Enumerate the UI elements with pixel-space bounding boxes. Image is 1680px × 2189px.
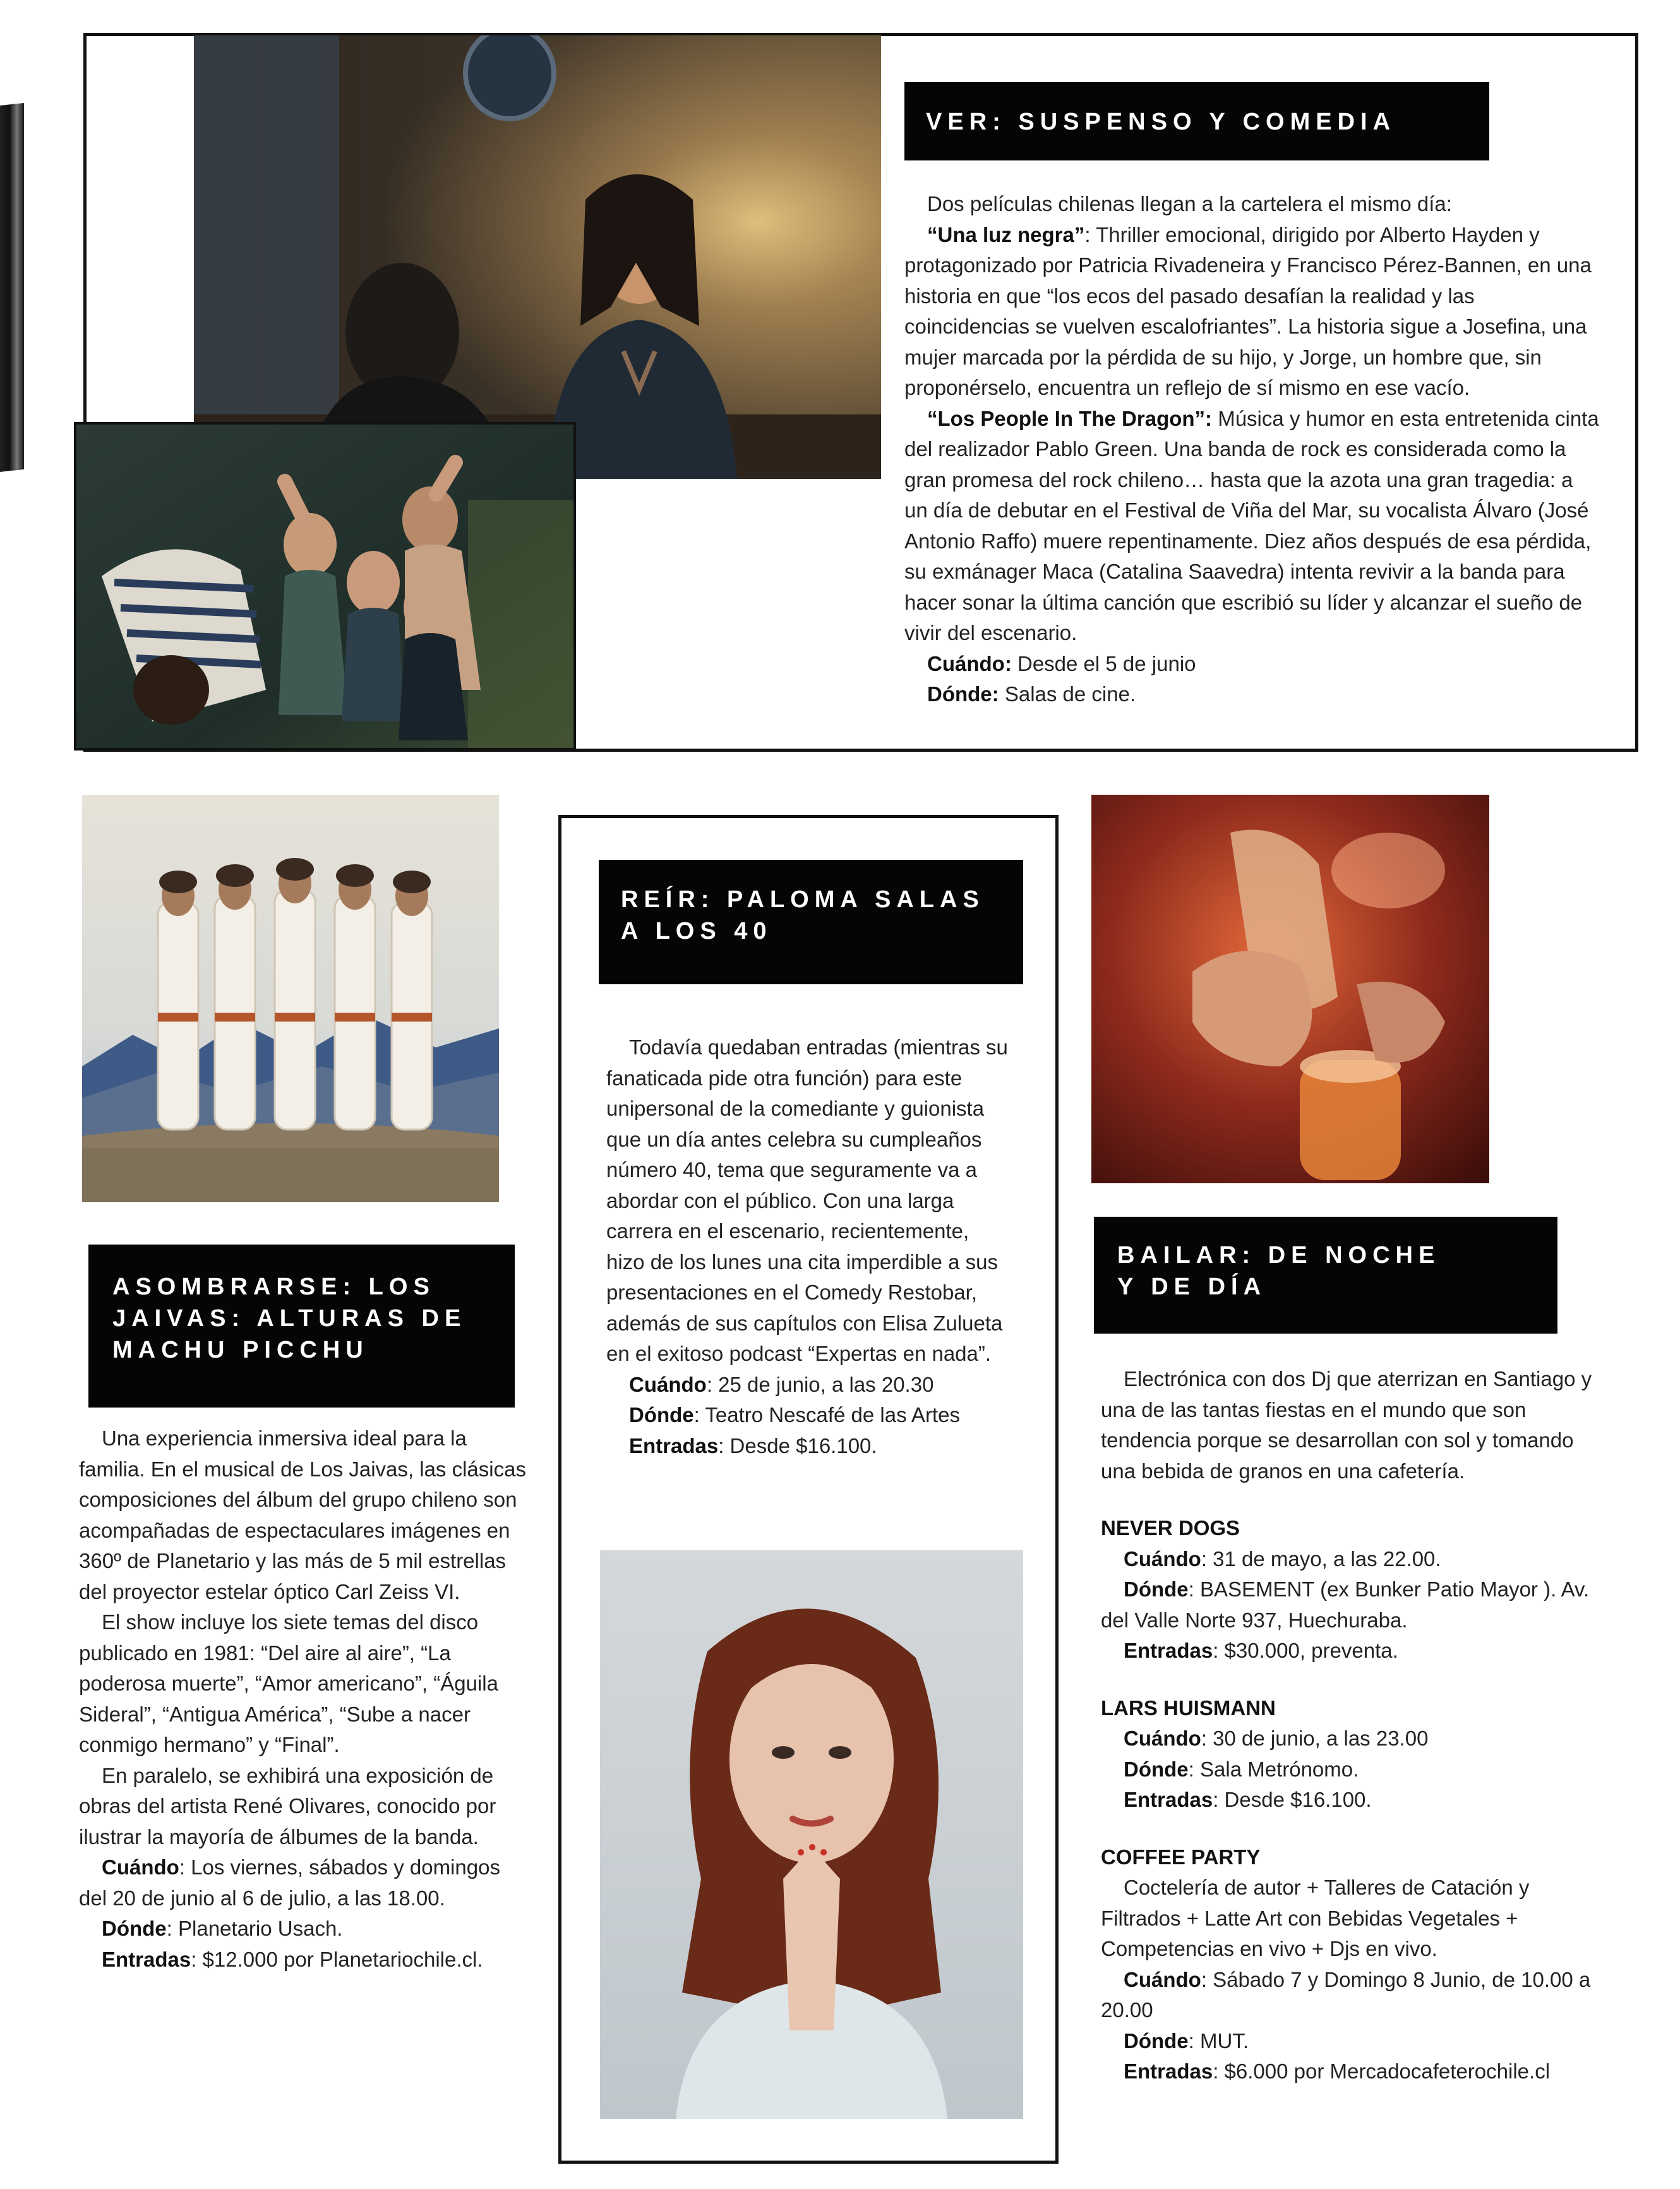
asombrarse-cuando [79, 1852, 527, 1914]
bailar-photo [1091, 795, 1489, 1183]
reir-heading [599, 860, 1023, 984]
reir-donde-value: : Teatro Nescafé de las Artes [693, 1403, 960, 1426]
reir-donde-label: Dónde [629, 1403, 694, 1426]
bailar-body [1101, 1364, 1606, 2087]
ver-donde-value: Salas de cine. [999, 682, 1136, 706]
ver-film1 [904, 220, 1599, 404]
bailar-event2-cuando: Cuándo: 30 de junio, a las 23.00 [1124, 1727, 1429, 1750]
asombrarse-donde [79, 1914, 527, 1945]
asombrarse-donde-value: : Planetario Usach. [166, 1917, 343, 1940]
bailar-event3-donde: Dónde: MUT. [1124, 2029, 1249, 2053]
bailar-event3-title: COFFEE PARTY [1101, 1845, 1261, 1869]
reir-entradas [606, 1431, 1011, 1462]
page-edge-decoration [0, 103, 24, 472]
asombrarse-entradas-value: : $12.000 por Planetariochile.cl. [191, 1947, 483, 1971]
bailar-intro: Electrónica con dos Dj que aterrizan en Santiago y una de las tantas fiestas en el mundo que son tendencia porque se desarrollan con sol y tomando una bebida de granos en una cafetería. [1101, 1367, 1592, 1483]
reir-p1: Todavía quedaban entradas (mientras su fanaticada pide otra función) para este unipersonal de la comediante y guionista que un día antes celebra su cumpleaños número 40, tema que seguramente va a abordar con el público. Con una larga carrera en el escenario, recientemente, hizo de los lunes una cita imperdible a sus presentaciones en el Comedy Restobar, además de sus capítulos con Elisa Zulueta en el exitoso podcast “Expertas en nada”. [606, 1035, 1008, 1365]
ver-film1-text: : Thriller emocional, dirigido por Alberto Hayden y protagonizado por Patricia Rivadeneira y Francisco Pérez-Bannen, en una historia en que “los ecos del pasado desafían la realidad y las coincidencias se vuelven escalofriantes”. La historia sigue a Josefina, una mujer marcada por la pérdida de su hijo, y Jorge, un hombre que, sin proponérselo, encuentra un reflejo de sí mismo en ese vacío. [904, 222, 1592, 399]
paloma-salas-photo [600, 1550, 1023, 2119]
ver-film2 [904, 404, 1599, 649]
reir-entradas-value: : Desde $16.100. [718, 1433, 877, 1457]
asombrarse-p1: Una experiencia inmersiva ideal para la familia. En el musical de Los Jaivas, las clásicas composiciones del álbum del grupo chileno son acompañadas de espectaculares imágenes en 360º de Planetario y las más de 5 mil estrellas del proyector estelar óptico Carl Zeiss VI. [79, 1426, 526, 1603]
reir-cuando-label: Cuándo [629, 1372, 707, 1396]
bailar-event3-cuando: Cuándo: Sábado 7 y Domingo 8 Junio, de 10.00 a 20.00 [1101, 1967, 1591, 2022]
una-luz-negra-photo [194, 35, 881, 479]
asombrarse-p3: En paralelo, se exhibirá una exposición de obras del artista René Olivares, conocido por ilustrar la mayoría de álbumes de la banda. [79, 1763, 496, 1848]
bailar-event3-desc: Coctelería de autor + Talleres de Catación y Filtrados + Latte Art con Bebidas Vegetales + Competencias en vivo + Djs en vivo. [1101, 1876, 1530, 1960]
people-in-the-dragon-photo [74, 422, 576, 751]
reir-heading-line-2: A LOS 40 [621, 918, 772, 944]
asombrarse-entradas [79, 1945, 527, 1975]
ver-cuando-label: Cuándo: [927, 651, 1012, 675]
asombrarse-heading [88, 1245, 515, 1408]
ver-cuando [904, 649, 1599, 680]
bailar-event3-entradas: Entradas: $6.000 por Mercadocafeterochile.cl [1124, 2059, 1551, 2083]
bailar-event2-donde: Dónde: Sala Metrónomo. [1124, 1757, 1359, 1781]
asombrarse-heading-line-1: ASOMBRARSE: LOS [112, 1274, 435, 1300]
los-jaivas-photo [82, 795, 499, 1202]
bailar-event1-cuando: Cuándo: 31 de mayo, a las 22.00. [1124, 1547, 1441, 1571]
bailar-heading-line-2: Y DE DÍA [1117, 1274, 1267, 1300]
ver-film2-text: Música y humor en esta entretenida cinta del realizador Pablo Green. Una banda de rock es considerada como la gran promesa del rock chileno… hasta que la azota una gran tragedia: a un día de debutar en el Festival de Viña del Mar, su vocalista Álvaro (José Antonio Raffo) muere repentinamente. Diez años después de esa pérdida, su exmánager Maca (Catalina Saavedra) intenta revivir a la banda para hacer sonar la última canción que escribió su líder y alcanzar el sueño de vivir del escenario. [904, 406, 1599, 644]
ver-intro: Dos películas chilenas llegan a la cartelera el mismo día: [927, 192, 1452, 215]
bailar-heading [1094, 1217, 1557, 1334]
reir-cuando-value: : 25 de junio, a las 20.30 [706, 1372, 934, 1396]
reir-entradas-label: Entradas [629, 1433, 719, 1457]
reir-heading-line-1: REÍR: PALOMA SALAS [621, 886, 985, 913]
asombrarse-donde-label: Dónde [102, 1917, 167, 1940]
ver-cuando-value: Desde el 5 de junio [1011, 651, 1196, 675]
reir-cuando [606, 1370, 1011, 1401]
reir-donde [606, 1400, 1011, 1431]
bailar-heading-line-1: BAILAR: DE NOCHE [1117, 1242, 1441, 1269]
bailar-event1-title: NEVER DOGS [1101, 1516, 1240, 1540]
reir-body [606, 1032, 1011, 1461]
asombrarse-heading-line-3: MACHU PICCHU [112, 1337, 369, 1363]
ver-body [904, 189, 1599, 710]
bailar-event2-title: LARS HUISMANN [1101, 1696, 1276, 1720]
ver-film1-title: “Una luz negra” [927, 222, 1085, 246]
asombrarse-cuando-value: : Los viernes, sábados y domingos del 20 de junio al 6 de julio, a las 18.00. [79, 1855, 500, 1910]
ver-donde [904, 679, 1599, 710]
ver-donde-label: Dónde: [927, 682, 999, 706]
asombrarse-cuando-label: Cuándo [102, 1855, 179, 1879]
asombrarse-body [79, 1423, 527, 1975]
asombrarse-p2: El show incluye los siete temas del disco publicado en 1981: “Del aire al aire”, “La poderosa muerte”, “Amor americano”, “Águila Sideral”, “Antigua América”, “Sube a nacer conmigo hermano” y “Final”. [79, 1610, 498, 1756]
asombrarse-heading-line-2: JAIVAS: ALTURAS DE [112, 1305, 467, 1332]
ver-heading-text: VER: SUSPENSO Y COMEDIA [926, 109, 1396, 135]
bailar-event1-donde: Dónde: BASEMENT (ex Bunker Patio Mayor ). Av. del Valle Norte 937, Huechuraba. [1101, 1577, 1590, 1632]
asombrarse-entradas-label: Entradas [102, 1947, 191, 1971]
ver-film2-title: “Los People In The Dragon”: [927, 406, 1213, 430]
bailar-event1-entradas: Entradas: $30.000, preventa. [1124, 1639, 1398, 1662]
bailar-event2-entradas: Entradas: Desde $16.100. [1124, 1788, 1372, 1811]
ver-heading [904, 82, 1489, 160]
